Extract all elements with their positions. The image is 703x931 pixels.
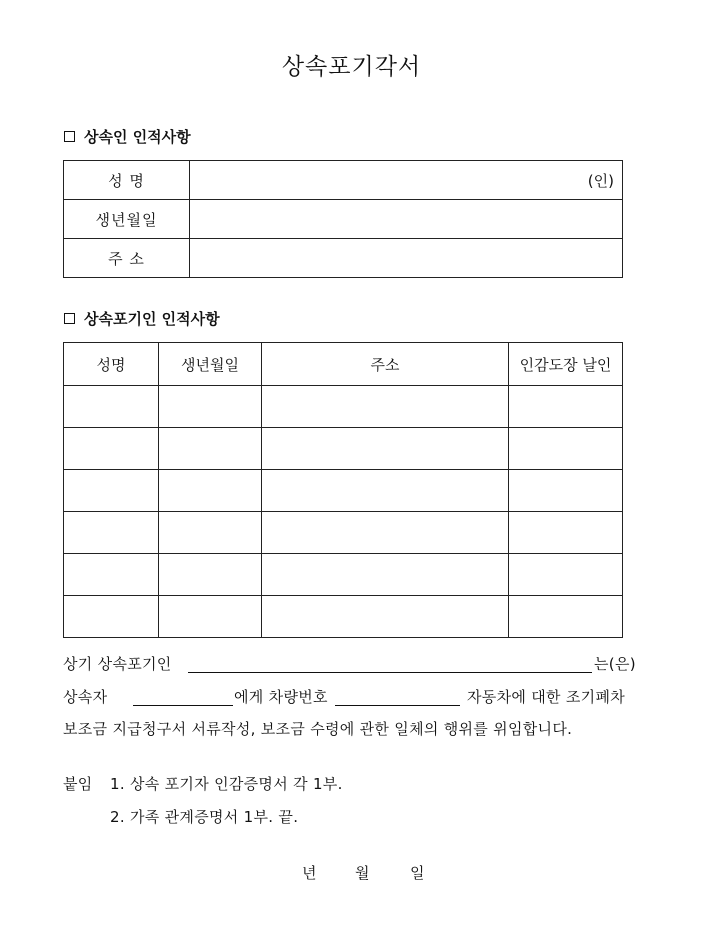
table-row — [64, 470, 623, 512]
column-header-seal: 인감도장 날인 — [509, 343, 623, 386]
column-header-name: 성명 — [64, 343, 159, 386]
section-renouncers-heading — [64, 308, 220, 329]
name-label: 성 명 — [64, 161, 190, 200]
body-line-3: 보조금 지급청구서 서류작성, 보조금 수령에 관한 일체의 행위를 위임합니다. — [63, 720, 573, 738]
date-month: 월 — [355, 864, 370, 882]
section-heirs-heading — [64, 126, 191, 147]
table-cell[interactable] — [509, 554, 623, 596]
table-cell[interactable] — [262, 470, 509, 512]
table-cell[interactable] — [159, 554, 262, 596]
table-row — [64, 386, 623, 428]
table-cell[interactable] — [509, 386, 623, 428]
column-header-birthdate: 생년월일 — [159, 343, 262, 386]
table-row — [64, 554, 623, 596]
name-field[interactable] — [190, 161, 623, 200]
birthdate-label: 생년월일 — [64, 200, 190, 239]
address-field[interactable] — [190, 239, 623, 278]
table-cell[interactable] — [509, 512, 623, 554]
body-line-2-prefix: 상속자 — [63, 688, 108, 706]
table-cell[interactable] — [64, 470, 159, 512]
body-line-1-suffix: 는(은) — [594, 655, 636, 673]
table-cell[interactable] — [262, 596, 509, 638]
table-row — [64, 161, 623, 200]
table-cell[interactable] — [509, 470, 623, 512]
table-cell[interactable] — [64, 428, 159, 470]
table-cell[interactable] — [509, 596, 623, 638]
body-line-2-middle: 에게 차량번호 — [234, 688, 328, 706]
checkbox-icon — [64, 313, 75, 324]
table-cell[interactable] — [159, 386, 262, 428]
table-row — [64, 596, 623, 638]
table-cell[interactable] — [159, 596, 262, 638]
table-cell[interactable] — [159, 512, 262, 554]
table-cell[interactable] — [64, 596, 159, 638]
table-cell[interactable] — [262, 386, 509, 428]
section-renouncers-title: 상속포기인 인적사항 — [84, 310, 220, 328]
table-cell[interactable] — [64, 554, 159, 596]
date-year: 년 — [302, 864, 317, 882]
document-title: 상속포기각서 — [281, 54, 422, 80]
column-header-address: 주소 — [262, 343, 509, 386]
heir-info-table — [63, 160, 623, 278]
address-label: 주 소 — [64, 239, 190, 278]
vehicle-number-blank[interactable] — [335, 705, 460, 706]
table-row — [64, 428, 623, 470]
table-row — [64, 239, 623, 278]
table-cell[interactable] — [159, 470, 262, 512]
heir-name-blank[interactable] — [133, 705, 233, 706]
section-heirs-title: 상속인 인적사항 — [84, 128, 191, 146]
table-cell[interactable] — [262, 554, 509, 596]
date-day: 일 — [410, 864, 425, 882]
body-line-1-prefix: 상기 상속포기인 — [63, 655, 172, 673]
table-cell[interactable] — [262, 428, 509, 470]
birthdate-field[interactable] — [190, 200, 623, 239]
body-line-2-suffix: 자동차에 대한 조기폐차 — [467, 688, 626, 706]
table-cell[interactable] — [64, 512, 159, 554]
table-row — [64, 512, 623, 554]
table-cell[interactable] — [262, 512, 509, 554]
seal-mark: (인) — [587, 171, 614, 190]
renouncer-name-blank[interactable] — [188, 672, 592, 673]
attachments-label: 붙임 — [63, 775, 93, 793]
attachment-item-1: 1. 상속 포기자 인감증명서 각 1부. — [110, 775, 343, 793]
attachment-item-2: 2. 가족 관계증명서 1부. 끝. — [110, 808, 299, 826]
table-cell[interactable] — [509, 428, 623, 470]
renouncer-info-table — [63, 342, 623, 638]
checkbox-icon — [64, 131, 75, 142]
table-cell[interactable] — [159, 428, 262, 470]
table-row — [64, 200, 623, 239]
table-cell[interactable] — [64, 386, 159, 428]
table-header-row — [64, 343, 623, 386]
